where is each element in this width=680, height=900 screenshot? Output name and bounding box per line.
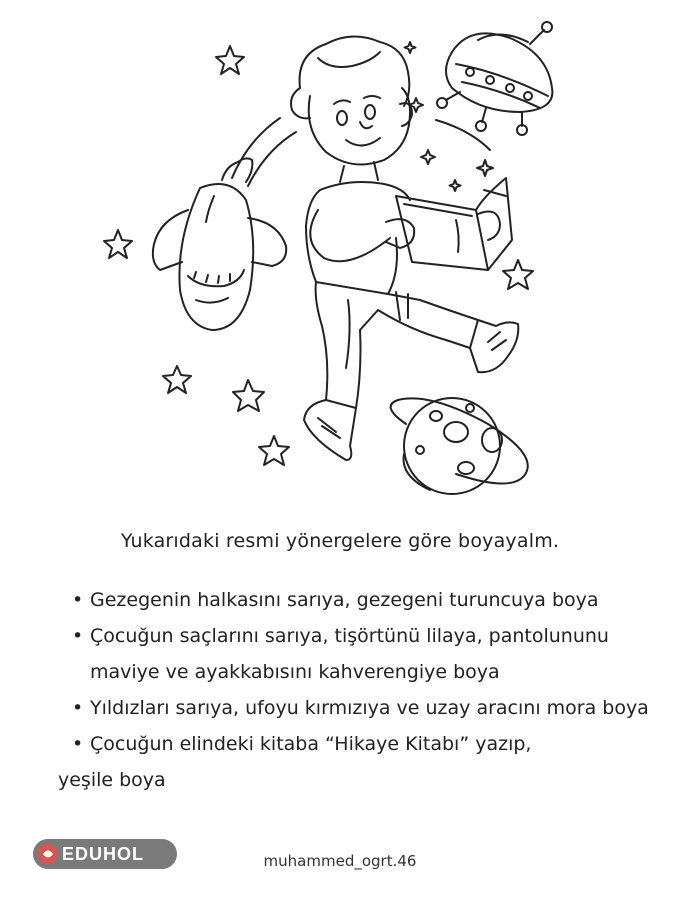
task-item: • Çocuğun saçlarını sarıya, tişörtünü lilaya, pantolununu maviye ve ayakkabısını kahverengiye boya (72, 618, 652, 690)
sparkle-icon (405, 42, 494, 191)
motion-lines (232, 118, 490, 186)
ufo-icon (437, 22, 552, 135)
task-list (58, 582, 652, 798)
boy-figure (291, 36, 518, 460)
star-icon (216, 46, 244, 74)
star-icon (259, 436, 289, 465)
task-item: • Yıldızları sarıya, ufoyu kırmızıya ve uzay aracını mora boya (72, 690, 652, 726)
star-icon (104, 230, 132, 258)
star-icon (503, 260, 533, 289)
star-icon (233, 380, 264, 411)
author-credit: muhammed_ogrt.46 (263, 852, 417, 870)
planet-icon (391, 398, 528, 494)
task-item: • Gezegenin halkasını sarıya, gezegeni turuncuya boya (72, 582, 652, 618)
task-item-continuation: yeşile boya (58, 769, 166, 791)
rocket-icon (153, 158, 286, 330)
svg-text:EDUHOL: EDUHOL (62, 844, 144, 864)
instruction-text: Yukarıdaki resmi yönergelere göre boyayalm. (120, 530, 560, 552)
star-icon (163, 366, 191, 393)
task-item: • Çocuğun elindeki kitaba “Hikaye Kitabı” yazıp, (72, 726, 652, 762)
